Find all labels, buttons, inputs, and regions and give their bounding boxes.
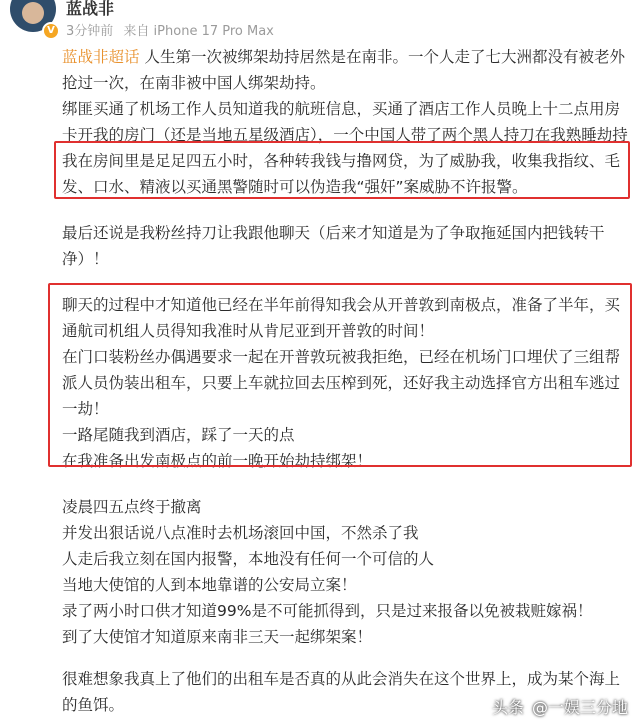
username[interactable]: 蓝战非 xyxy=(66,0,115,18)
paragraph-text: 聊天的过程中才知道他已经在半年前得知我会从开普敦到南极点，准备了半年，买通航司机组人员得知我准时从肯尼亚到开普敦的时间！ xyxy=(62,296,621,340)
paragraph-text: 并发出狠话说八点准时去机场滚回中国，不然杀了我 xyxy=(62,524,419,542)
paragraph-text: 录了两小时口供才知道99%是不可能抓得到，只是过来报备以免被栽赃嫁祸！ xyxy=(62,602,593,620)
avatar-face xyxy=(22,2,44,24)
post-meta xyxy=(66,20,280,39)
paragraph-text: 最后还说是我粉丝持刀让我跟他聊天（后来才知道是为了争取拖延国内把钱转干净）！ xyxy=(62,224,605,268)
paragraph-intro xyxy=(62,44,628,96)
highlight-box-1 xyxy=(54,141,630,199)
paragraph-text: 在门口装粉丝办偶遇要求一起在开普敦玩被我拒绝，已经在机场门口埋伏了三组帮派人员伪装出租车，只要上车就拉回去压榨到死，还好我主动选择官方出租车逃过一劫！ xyxy=(62,348,621,418)
paragraph-text: 在我准备出发南极点的前一晚开始劫持绑架！ xyxy=(62,452,373,470)
paragraph-text: 凌晨四五点终于撤离 xyxy=(62,498,202,516)
watermark xyxy=(492,695,628,718)
post-time: 3分钟前 xyxy=(66,24,114,39)
highlight-box-2 xyxy=(48,283,632,467)
paragraph-text: 人走后我立刻在国内报警，本地没有任何一个可信的人 xyxy=(62,550,435,568)
paragraph-text: 当地大使馆的人到本地靠谱的公安局立案！ xyxy=(62,576,357,594)
watermark-platform: 头条 xyxy=(491,698,524,717)
paragraph-text: 一路尾随我到酒店，踩了一天的点 xyxy=(62,426,295,444)
verified-badge-icon: V xyxy=(42,22,60,40)
post-source: 来自 iPhone 17 Pro Max xyxy=(123,24,274,39)
paragraph-text: 很难想象我真上了他们的出租车是否真的从此会消失在这个世界上，成为某个海上的鱼饵。 xyxy=(62,670,621,714)
watermark-author: @一娱三分地 xyxy=(531,698,628,717)
topic-link[interactable]: 蓝战非超话 xyxy=(62,48,140,66)
paragraph-text: 人生第一次被绑架劫持居然是在南非。一个人走了七大洲都没有被老外抢过一次，在南非被中国人绑架劫持。 xyxy=(62,48,625,92)
paragraph-text: 到了大使馆才知道原来南非三天一起绑架案！ xyxy=(62,628,373,646)
paragraph-text: 绑匪买通了机场工作人员知道我的航班信息，买通了酒店工作人员晚上十二点用房卡开我的房门（还是当地五星级酒店），一个中国人带了两个黑人持刀在我熟睡劫持我在房间里是足足四五小时，各种转我钱与撸网贷，为了威胁我，收集我指纹、毛发、口水、精液以买通黑警随时可以伪造我“强奸”案威胁不许报警。 xyxy=(62,100,628,196)
